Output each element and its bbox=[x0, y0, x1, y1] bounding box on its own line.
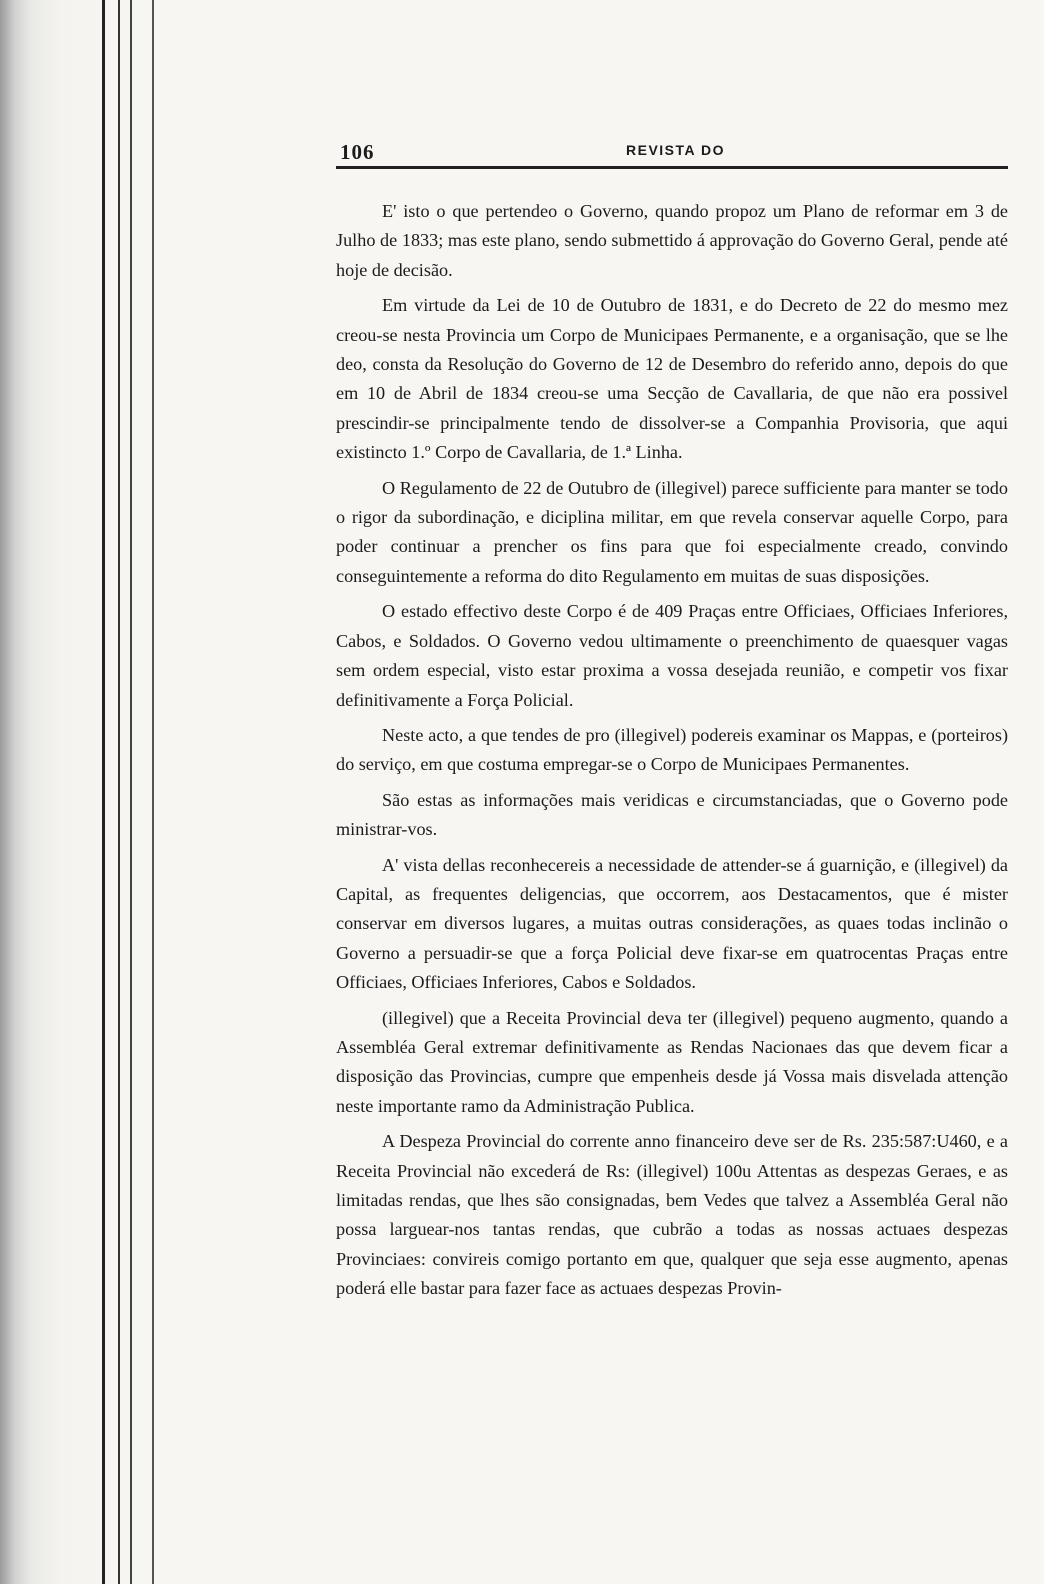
paragraph: Neste acto, a que tendes de pro (illegivel) podereis examinar os Mappas, e (porteiros) do serviço, em que costuma empregar-se o Corpo de Municipaes Permanentes. bbox=[336, 724, 1008, 775]
paragraph: São estas as informações mais veridicas e circumstanciadas, que o Governo pode ministrar-vos. bbox=[336, 789, 1008, 840]
paragraph: O Regulamento de 22 de Outubro de (illegivel) parece sufficiente para manter se todo o rigor da subordinação, e diciplina militar, em que revela conservar aquelle Corpo, para poder continuar a prencher os fins para que foi especialmente creado, convindo conseguintemente a reforma do dito Regulamento em muitas de suas disposições. bbox=[336, 477, 1008, 586]
paragraph: (illegivel) que a Receita Provincial deva ter (illegivel) pequeno augmento, quando a Assembléa Geral extremar definitivamente as Rendas Nacionaes das que devem ficar a disposição das Provincias, cumpre que empenheis desde já Vossa mais disvelada attenção neste importante ramo da Administração Publica. bbox=[336, 1007, 1008, 1116]
paragraph: E' isto o que pertendeo o Governo, quando propoz um Plano de reformar em 3 de Julho de 1833; mas este plano, sendo submettido á approvação do Governo Geral, pende até hoje de decisão. bbox=[336, 201, 1008, 280]
book-gutter-shadow bbox=[0, 0, 150, 1584]
binding-edge bbox=[118, 0, 120, 1584]
binding-edge bbox=[102, 0, 105, 1584]
running-header bbox=[336, 136, 1008, 169]
paragraph: O estado effectivo deste Corpo é de 409 Praças entre Officiaes, Officiaes Inferiores, Cabos, e Soldados. O Governo vedou ultimamente o preenchimento de quaesquer vagas sem ordem especial, visto estar proxima a vossa desejada reunião, e competir vos fixar definitivamente a Força Policial. bbox=[336, 601, 1008, 710]
running-title: REVISTA DO bbox=[626, 142, 726, 158]
paragraph: A' vista dellas reconhecereis a necessidade de attender-se á guarnição, e (illegivel) da Capital, as frequentes deligencias, que occorrem, aos Destacamentos, que é mister conservar em diversos lugares, a muitas outras considerações, as quaes todas inclinão o Governo a persuadir-se que a força Policial deve fixar-se em quatrocentas Praças entre Officiaes, Officiaes Inferiores, Cabos e Soldados. bbox=[336, 854, 1008, 993]
paragraph: Em virtude da Lei de 10 de Outubro de 1831, e do Decreto de 22 do mesmo mez creou-se nesta Provincia um Corpo de Municipaes Permanente, e a organisação, que se lhe deo, consta da Resolução do Governo de 12 de Desembro do referido anno, depois do que em 10 de Abril de 1834 creou-se uma Secção de Cavallaria, de que não era possivel prescindir-se principalmente tendo de dissolver-se a Companhia Provisoria, que aqui existincto 1.º Corpo de Cavallaria, de 1.ª Linha. bbox=[336, 295, 1008, 463]
page-number: 106 bbox=[340, 140, 375, 164]
body-text bbox=[336, 197, 1008, 1304]
paragraph: A Despeza Provincial do corrente anno financeiro deve ser de Rs. 235:587:U460, e a Receita Provincial não excederá de Rs: (illegivel) 100u Attentas as despezas Geraes, e as limitadas rendas, que lhes são consignadas, bem Vedes que talvez a Assembléa Geral não possa larguear-nos tantas rendas, que cubrão a todas as nossas actuaes despezas Provinciaes: convireis comigo portanto em que, qualquer que seja esse augmento, apenas poderá elle bastar para fazer face as actuaes despezas Provin- bbox=[336, 1131, 1008, 1299]
binding-edge bbox=[130, 0, 132, 1584]
binding-edge bbox=[152, 0, 154, 1584]
document-page bbox=[336, 136, 1008, 1310]
